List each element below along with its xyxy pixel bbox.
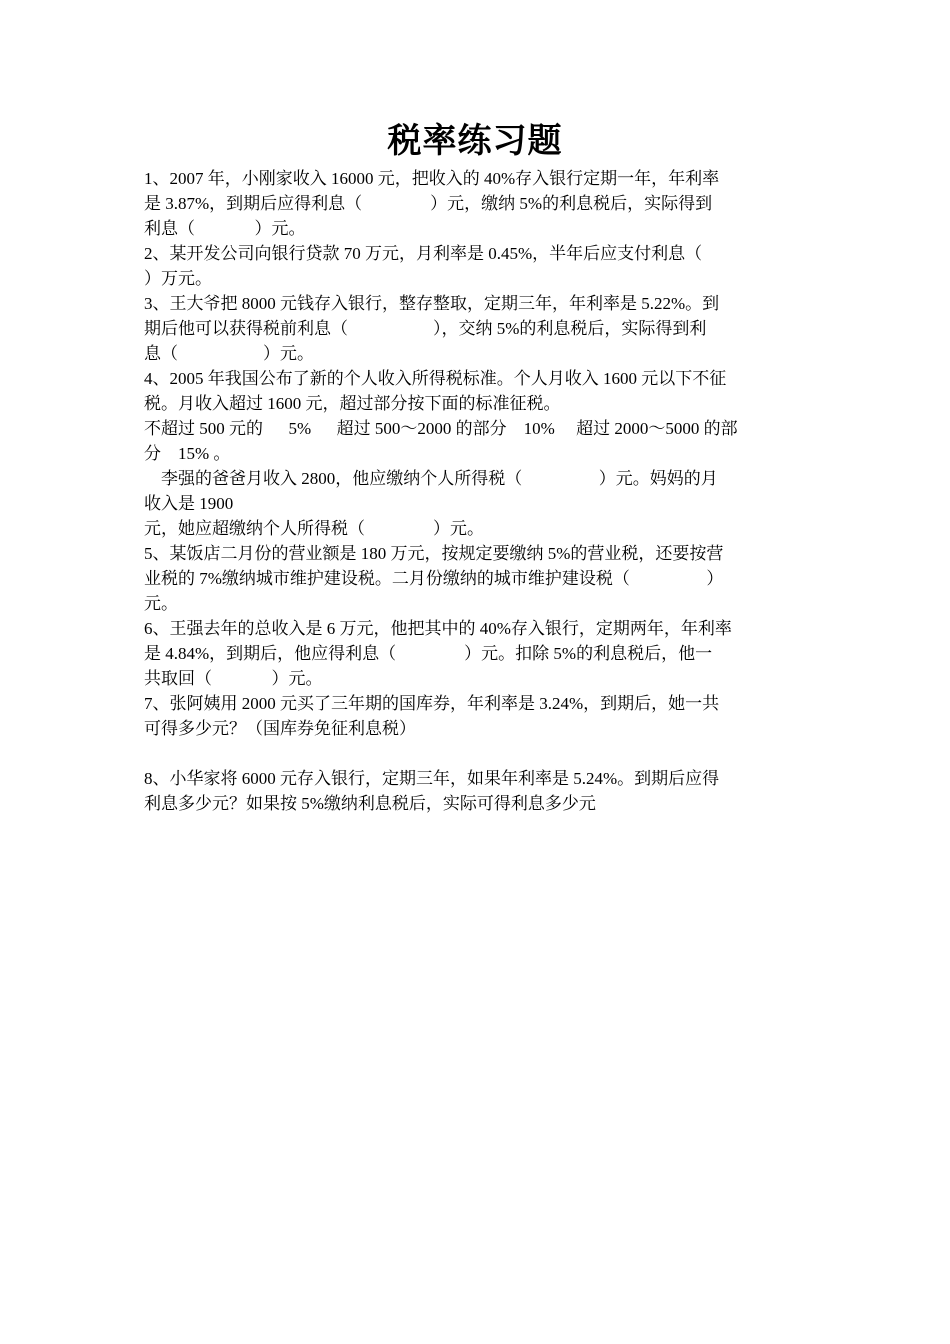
tax-bracket-line-1: 不超过 500 元的 5% 超过 500～2000 的部分 10% 超过 2000～5000 的部 (144, 419, 738, 438)
question-2-line-1: 2、某开发公司向银行贷款 70 万元，月利率是 0.45%，半年后应支付利息（ (144, 244, 703, 263)
question-5-line-3: 元。 (144, 594, 178, 613)
question-6-line-1: 6、王强去年的总收入是 6 万元，他把其中的 40%存入银行，定期两年，年利率 (144, 619, 732, 638)
question-4-line-3: 李强的爸爸月收入 2800，他应缴纳个人所得税（ ）元。妈妈的月 (144, 469, 718, 488)
question-7-line-2: 可得多少元？（国库券免征利息税） (144, 719, 416, 738)
question-1-line-3: 利息（ ）元。 (144, 219, 306, 238)
worksheet-body (144, 166, 808, 816)
question-4-line-1: 4、2005 年我国公布了新的个人收入所得税标准。个人月收入 1600 元以下不征 (144, 369, 727, 388)
question-3-line-3: 息（ ）元。 (144, 344, 314, 363)
tax-bracket-line-2: 分 15% 。 (144, 444, 231, 463)
question-6-line-3: 共取回（ ）元。 (144, 669, 323, 688)
question-4-line-5: 元，她应超缴纳个人所得税（ ）元。 (144, 519, 484, 538)
question-8-line-2: 利息多少元？如果按 5%缴纳利息税后，实际可得利息多少元 (144, 794, 596, 813)
question-7-line-1: 7、张阿姨用 2000 元买了三年期的国库券，年利率是 3.24%，到期后，她一共 (144, 694, 720, 713)
question-2-line-2: ）万元。 (144, 269, 212, 288)
question-1-line-2: 是 3.87%，到期后应得利息（ ）元，缴纳 5%的利息税后，实际得到 (144, 194, 713, 213)
question-8-line-1: 8、小华家将 6000 元存入银行，定期三年，如果年利率是 5.24%。到期后应得 (144, 769, 720, 788)
question-3-line-1: 3、王大爷把 8000 元钱存入银行，整存整取，定期三年，年利率是 5.22%。到 (144, 294, 720, 313)
blank-line (144, 741, 808, 766)
question-4-line-2: 税。月收入超过 1600 元，超过部分按下面的标准征税。 (144, 394, 561, 413)
question-3-line-2: 期后他可以获得税前利息（ ），交纳 5%的利息税后，实际得到利 (144, 319, 707, 338)
question-5-line-2: 业税的 7%缴纳城市维护建设税。二月份缴纳的城市维护建设税（ ） (144, 569, 724, 588)
question-1-line-1: 1、2007 年，小刚家收入 16000 元，把收入的 40%存入银行定期一年，年利率 (144, 169, 720, 188)
question-4-line-4: 收入是 1900 (144, 494, 234, 513)
question-5-line-1: 5、某饭店二月份的营业额是 180 万元，按规定要缴纳 5%的营业税，还要按营 (144, 544, 724, 563)
page-title: 税率练习题 (387, 123, 563, 160)
question-6-line-2: 是 4.84%，到期后，他应得利息（ ）元。扣除 5%的利息税后，他一 (144, 644, 713, 663)
